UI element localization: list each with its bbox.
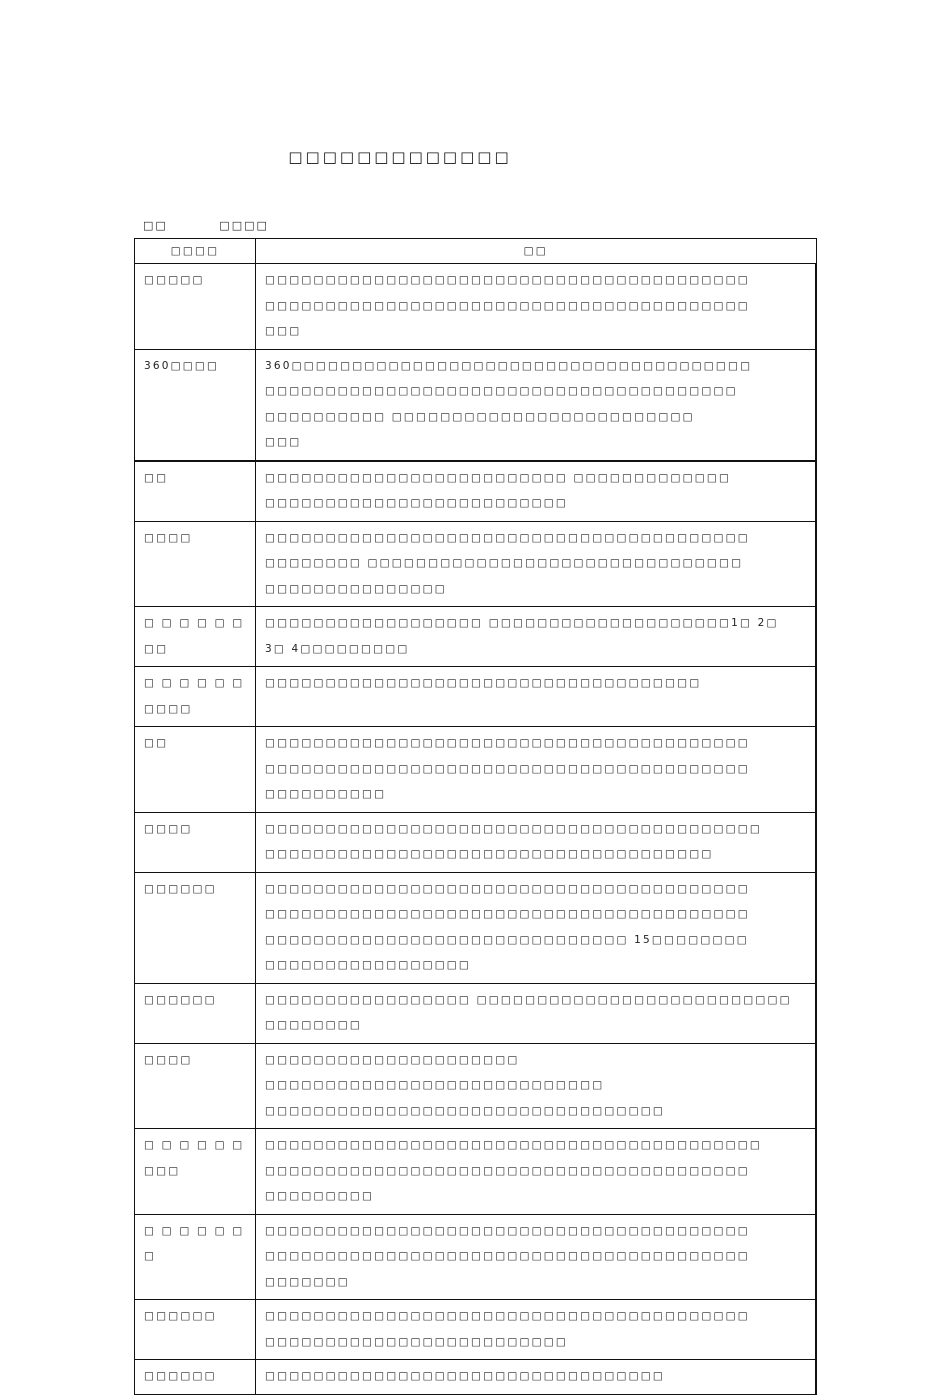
row-content-line: □□□□□□□□□□□□□□□□□□□□□□□□□□□□□□□□□□□□□□□□ xyxy=(265,531,750,544)
row-item-label: □ □ □ □ □ □ □□ xyxy=(135,607,256,667)
row-content xyxy=(256,983,817,1043)
row-item-label: 360□□□□ xyxy=(135,349,256,461)
row-content-line: □□□□□□□□□□□□□□□□□□□□□□□□□□□□□□□□□□□□□□□□ xyxy=(265,762,750,775)
row-content-line: □□□□□□□□□□□□□□□□□□□□□□□□□□□□□□ 15□□□□□□□□ xyxy=(265,933,749,946)
spec-table xyxy=(134,238,817,1395)
table-row xyxy=(135,521,817,607)
row-content xyxy=(256,872,817,983)
row-content-line: □□□ xyxy=(265,436,302,448)
row-content-line: 360□□□□□□□□□□□□□□□□□□□□□□□□□□□□□□□□□□□□□□ xyxy=(265,359,753,372)
row-content xyxy=(256,607,817,667)
row-content-line: □□□□□□□□□□□□□□□□□□□□□□□□□ xyxy=(265,497,569,509)
row-content-line: □□□□□□□□□□□□□□□□□□□□□□□□□□□□□□□□□□□□□□□ xyxy=(265,385,738,397)
row-content-line: □□□□□□□□□□□□□□□□□□□□□□□□□□□□□□□□□□□□□□□□ xyxy=(265,1310,750,1322)
table-row xyxy=(135,1300,817,1360)
row-content-line: □□□□□□□□□□□□□□□□□□□□□□□□□□□□□□□□□□□□□□□□ xyxy=(265,1250,750,1262)
row-content-line: □□□□□□□□ xyxy=(265,1019,362,1031)
table-row xyxy=(135,1043,817,1129)
table-header-row xyxy=(135,239,817,264)
row-content-line: □□□□□□□□□□□□□□□□□□□□□□□□□□□□□□□□□□□□□□□□ xyxy=(265,737,750,749)
meta-label-a: □□ xyxy=(143,219,168,232)
row-content-line: □□□□□□□□□□□□□□□□□□□□□□□□□□□□□□□□□□□□□□□□□ xyxy=(265,1139,762,1151)
row-content-line: □□□□□□□□□□□□□□□□□□□□□ □□□□□□□□□□□□□□□□□□□□□□□□□□□□ xyxy=(265,1053,605,1091)
row-content xyxy=(256,1360,817,1395)
row-item-label: □□□□ xyxy=(135,521,256,607)
row-item-label: □□□□□□ xyxy=(135,1300,256,1360)
document-title: □□□□□□□□□□□□□ xyxy=(288,148,512,166)
row-content-line: 3□ 4□□□□□□□□□ xyxy=(265,642,410,655)
row-content-line: □□□□□□□□□□□□□□□□□□ □□□□□□□□□□□□□□□□□□□□1□ 2□ xyxy=(265,617,779,629)
row-item-label: □ □ □ □ □ □ □□□ xyxy=(135,1129,256,1215)
row-content-line: □□□□□□□□□□□□□□□□□□□□□□□□□□□□□□□□□ xyxy=(265,1370,665,1382)
row-content-line: □□□□□□□□□□□□□□□□□□□□□□□□□ □□□□□□□□□□□□□ xyxy=(265,471,732,484)
header-content: □□ xyxy=(256,239,817,264)
row-content-line: □□□□□□□□□□□□□□□□□□□□□□□□□□□□□□□□□ xyxy=(265,1104,665,1117)
table-row xyxy=(135,1129,817,1215)
header-item: □□□□ xyxy=(135,239,256,264)
table-row xyxy=(135,349,817,461)
row-content-line: □□□□□□□□□□□□□□□□□□□□□□□□□□□□□□□□□□□□□□□□ xyxy=(265,299,750,312)
row-content-line: □□□□□□□□□ xyxy=(265,1190,375,1202)
row-content xyxy=(256,1214,817,1300)
row-content-line: □□□□□□□□□□□□□□□□□□□□□□□□□□□□□□□□□□□□□□□□□ xyxy=(265,822,762,835)
row-content-line: □□□□□□□□□□□□□□□□□ □□□□□□□□□□□□□□□□□□□□□□□□□□ xyxy=(265,993,792,1006)
row-content-line: □□□□□□□□□□□□□□□□□□□□□□□□□□□□□□□□□□□□□□□□ xyxy=(265,274,750,286)
row-content-line: □□□□□□□ xyxy=(265,1275,350,1288)
row-content xyxy=(256,1129,817,1215)
table-row xyxy=(135,727,817,813)
row-content xyxy=(256,521,817,607)
row-content-line: □□□□□□□□□□ □□□□□□□□□□□□□□□□□□□□□□□□□ xyxy=(265,410,695,423)
row-content-line: □□□□□□□□□□□□□□□□□□□□□□□□□□□□□□□□□□□□ xyxy=(265,677,702,689)
row-content-line: □□□ xyxy=(265,325,302,337)
table-row xyxy=(135,983,817,1043)
row-content-line: □□□□□□□□□□□□□□□□□ xyxy=(265,959,472,971)
row-item-label: □ □ □ □ □ □ □ xyxy=(135,1214,256,1300)
row-content-line: □□□□□□□□□□□□□□□□□□□□□□□□□□□□□□□□□□□□□ xyxy=(265,848,714,860)
row-content xyxy=(256,461,817,522)
row-item-label: □□□□□□ xyxy=(135,983,256,1043)
table-row xyxy=(135,264,817,350)
row-content-line: □□□□□□□□□□ xyxy=(265,788,387,800)
meta-row xyxy=(143,219,269,232)
table-body xyxy=(135,264,817,1395)
table-row xyxy=(135,1360,817,1395)
meta-label-b: □□□□ xyxy=(219,219,269,232)
row-item-label: □□□□ xyxy=(135,1043,256,1129)
table-row xyxy=(135,1214,817,1300)
row-content-line: □□□□□□□□ □□□□□□□□□□□□□□□□□□□□□□□□□□□□□□□ xyxy=(265,557,744,569)
row-item-label: □□ xyxy=(135,727,256,813)
row-content xyxy=(256,1043,817,1129)
row-item-label: □□ xyxy=(135,461,256,522)
row-item-label: □□□□□ xyxy=(135,264,256,350)
row-content-line: □□□□□□□□□□□□□□□ xyxy=(265,582,447,595)
table-row xyxy=(135,461,817,522)
table-row xyxy=(135,667,817,727)
row-content-line: □□□□□□□□□□□□□□□□□□□□□□□□□□□□□□□□□□□□□□□□ xyxy=(265,1164,750,1177)
row-item-label: □□□□□□ xyxy=(135,1360,256,1395)
table-row xyxy=(135,812,817,872)
row-content-line: □□□□□□□□□□□□□□□□□□□□□□□□□□□□□□□□□□□□□□□□ xyxy=(265,882,750,895)
row-content xyxy=(256,727,817,813)
row-item-label: □ □ □ □ □ □ □□□□ xyxy=(135,667,256,727)
row-content-line: □□□□□□□□□□□□□□□□□□□□□□□□□ xyxy=(265,1335,569,1348)
row-item-label: □□□□ xyxy=(135,812,256,872)
table-row xyxy=(135,607,817,667)
row-content xyxy=(256,812,817,872)
row-content xyxy=(256,349,817,461)
row-item-label: □□□□□□ xyxy=(135,872,256,983)
row-content xyxy=(256,264,817,350)
row-content-line: □□□□□□□□□□□□□□□□□□□□□□□□□□□□□□□□□□□□□□□□ xyxy=(265,1224,750,1237)
row-content-line: □□□□□□□□□□□□□□□□□□□□□□□□□□□□□□□□□□□□□□□□ xyxy=(265,908,750,920)
table-row xyxy=(135,872,817,983)
row-content xyxy=(256,667,817,727)
row-content xyxy=(256,1300,817,1360)
